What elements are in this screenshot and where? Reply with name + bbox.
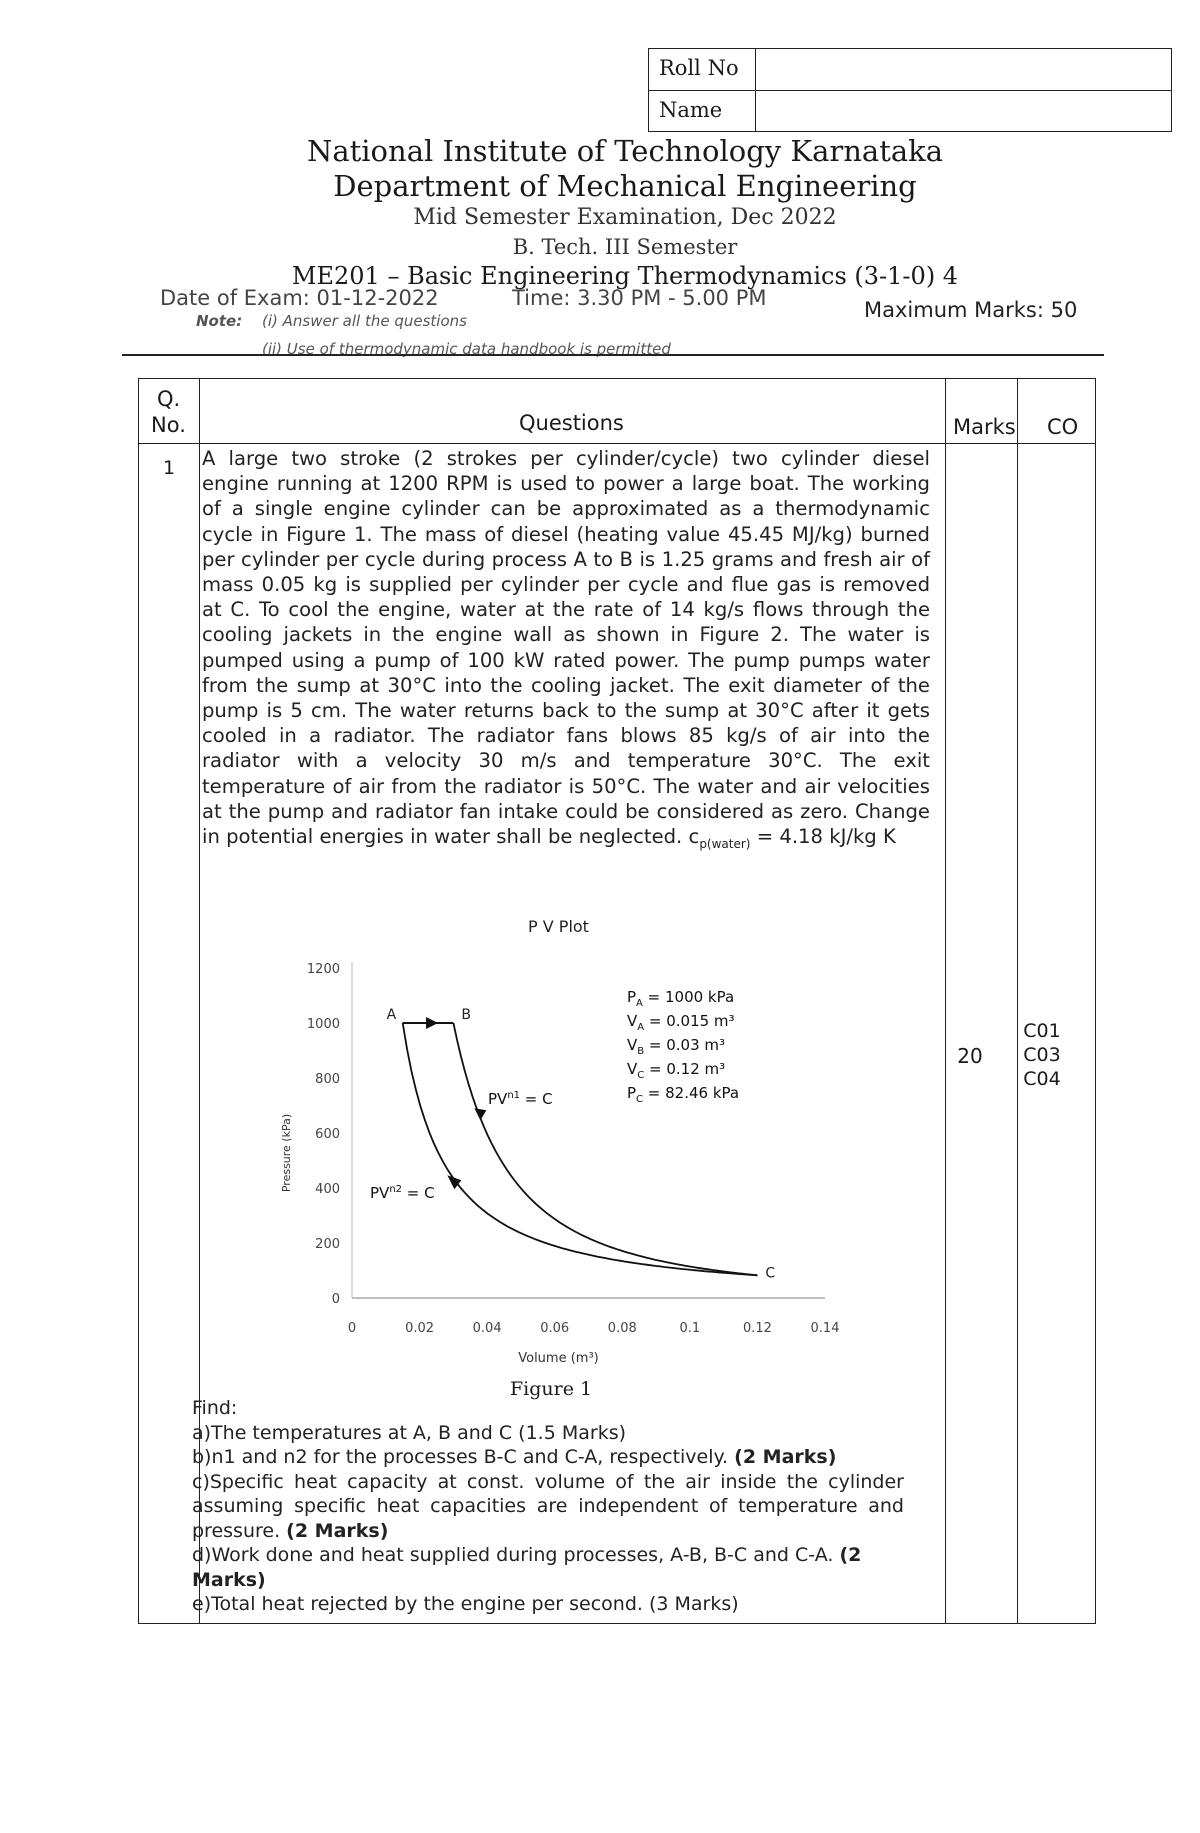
- find-d: d)Work done and heat supplied during processes, A-B, B-C and C-A. (2 Marks): [192, 1544, 862, 1591]
- arrow-b-c: [474, 1108, 486, 1120]
- point-label-c: C: [765, 1265, 776, 1282]
- institute-name: National Institute of Technology Karnataka: [306, 134, 944, 168]
- course-title: ME201 – Basic Engineering Thermodynamics (3-1-0) 4: [291, 262, 959, 290]
- question-number: 1: [163, 457, 176, 479]
- annotation-1: $P_A = 1000$ kPa: [627, 988, 735, 1009]
- point-label-a: A: [386, 1007, 397, 1023]
- x-tick-label: 0.14: [810, 1321, 840, 1336]
- y-axis-label: Pressure (kPa): [280, 1113, 293, 1193]
- exam-date: Date of Exam: 01-12-2022: [160, 286, 439, 310]
- max-marks: Maximum Marks: 50: [864, 298, 1078, 322]
- program-name: B. Tech. III Semester: [512, 235, 738, 259]
- y-tick-label: 800: [315, 1072, 340, 1087]
- co-1: C01: [1023, 1020, 1061, 1042]
- cp-label: $c_{p(water)}$: [688, 825, 751, 851]
- cp-value: = 4.18 kJ/kg K: [756, 825, 896, 849]
- y-tick-label: 400: [315, 1182, 340, 1197]
- question-body: A large two stroke (2 strokes per cylinder/cycle) two cylinder diesel engine running at 1200 RPM is used to power a large boat. The working of a single engine cylinder can be approximated as a thermodynamic cycle in Figure 1. The mass of diesel (heating value 45.45 MJ/kg) burned per cylinder per cycle during process A to B is 1.25 grams and fresh air of mass 0.05 kg is supplied per cylinder per cycle and flue gas is removed at C. To cool the engine, water at the rate of 14 kg/s flows through the cooling jackets in the engine wall as shown in Figure 2. The water is pumped using a pump of 100 kW rated power. The pump pumps water from the sump at 30°C into the cooling jacket. The exit diameter of the pump is 5 cm. The water returns back to the sump at 30°C after it gets cooled in a radiator. The radiator fans blows 85 kg/s of air into the radiator with a velocity 30 m/s and temperature 30°C. The exit temperature of air from the radiator is 50°C. The water and air velocities at the pump and radiator fan intake could be considered as zero. Change in potential energies in water shall be neglected.: [202, 447, 930, 849]
- co-header: CO: [1047, 415, 1079, 439]
- annotation-5: $P_C = 82.46$ kPa: [627, 1084, 740, 1105]
- y-tick-label: 600: [315, 1127, 340, 1142]
- find-e: e)Total heat rejected by the engine per second. (3 Marks): [192, 1593, 739, 1615]
- y-tick-label: 0: [331, 1292, 340, 1307]
- x-tick-label: 0.1: [679, 1321, 701, 1336]
- marks-header: Marks: [953, 415, 1016, 439]
- find-label: Find:: [192, 1397, 238, 1419]
- annotation-2: $V_A = 0.015$ m³: [627, 1012, 735, 1033]
- co-2: C03: [1023, 1044, 1061, 1066]
- question-text: [202, 446, 930, 857]
- find-section: [192, 1396, 904, 1617]
- note-1: (i) Answer all the questions: [262, 312, 467, 330]
- pv-plot: [270, 918, 870, 1378]
- y-tick-label: 1000: [306, 1017, 340, 1032]
- name-label: Name: [659, 98, 723, 122]
- point-label-b: B: [461, 1007, 471, 1023]
- find-a: a)The temperatures at A, B and C (1.5 Marks): [192, 1421, 627, 1444]
- question-marks: 20: [957, 1044, 983, 1068]
- department-name: Department of Mechanical Engineering: [333, 169, 917, 203]
- co-3: C04: [1023, 1068, 1061, 1090]
- annotation-4: $V_C = 0.12$ m³: [627, 1060, 726, 1081]
- x-tick-label: 0.04: [472, 1321, 502, 1336]
- header-divider: [122, 354, 1104, 356]
- x-tick-label: 0.12: [742, 1321, 772, 1336]
- qno-header-2: No.: [151, 413, 186, 437]
- find-b: b)n1 and n2 for the processes B-C and C-A, respectively. (2 Marks): [192, 1446, 837, 1468]
- exam-name: Mid Semester Examination, Dec 2022: [413, 205, 837, 230]
- arrow-a-b: [426, 1017, 438, 1029]
- annotation-3: $V_B = 0.03$ m³: [627, 1036, 726, 1057]
- questions-header: Questions: [519, 411, 624, 435]
- x-tick-label: 0.02: [405, 1321, 435, 1336]
- qno-header-1: Q.: [157, 387, 181, 411]
- x-tick-label: 0.08: [607, 1321, 637, 1336]
- exam-time: Time: 3.30 PM - 5.00 PM: [512, 286, 767, 310]
- x-axis-label: Volume (m³): [518, 1351, 599, 1366]
- y-tick-label: 1200: [306, 962, 340, 977]
- roll-name-box: [648, 48, 1172, 132]
- roll-label: Roll No: [659, 56, 739, 80]
- x-tick-label: 0: [347, 1321, 357, 1336]
- note-label: Note:: [196, 312, 243, 330]
- process-label-n1: $PV^{n1} = C$: [488, 1090, 553, 1108]
- find-c: c)Specific heat capacity at const. volume of the air inside the cylinder assuming specific heat capacities are independent of temperature and pressure. (2 Marks): [192, 1470, 904, 1542]
- roll-row: [649, 49, 1171, 90]
- figure-caption: Figure 1: [510, 1378, 593, 1400]
- x-tick-label: 0.06: [540, 1321, 570, 1336]
- chart-title: P V Plot: [528, 918, 589, 936]
- note-2: (ii) Use of thermodynamic data handbook is permitted: [262, 340, 671, 358]
- process-label-n2: $PV^{n2} = C$: [370, 1184, 435, 1202]
- y-tick-label: 200: [315, 1237, 340, 1252]
- name-row: [649, 90, 1171, 132]
